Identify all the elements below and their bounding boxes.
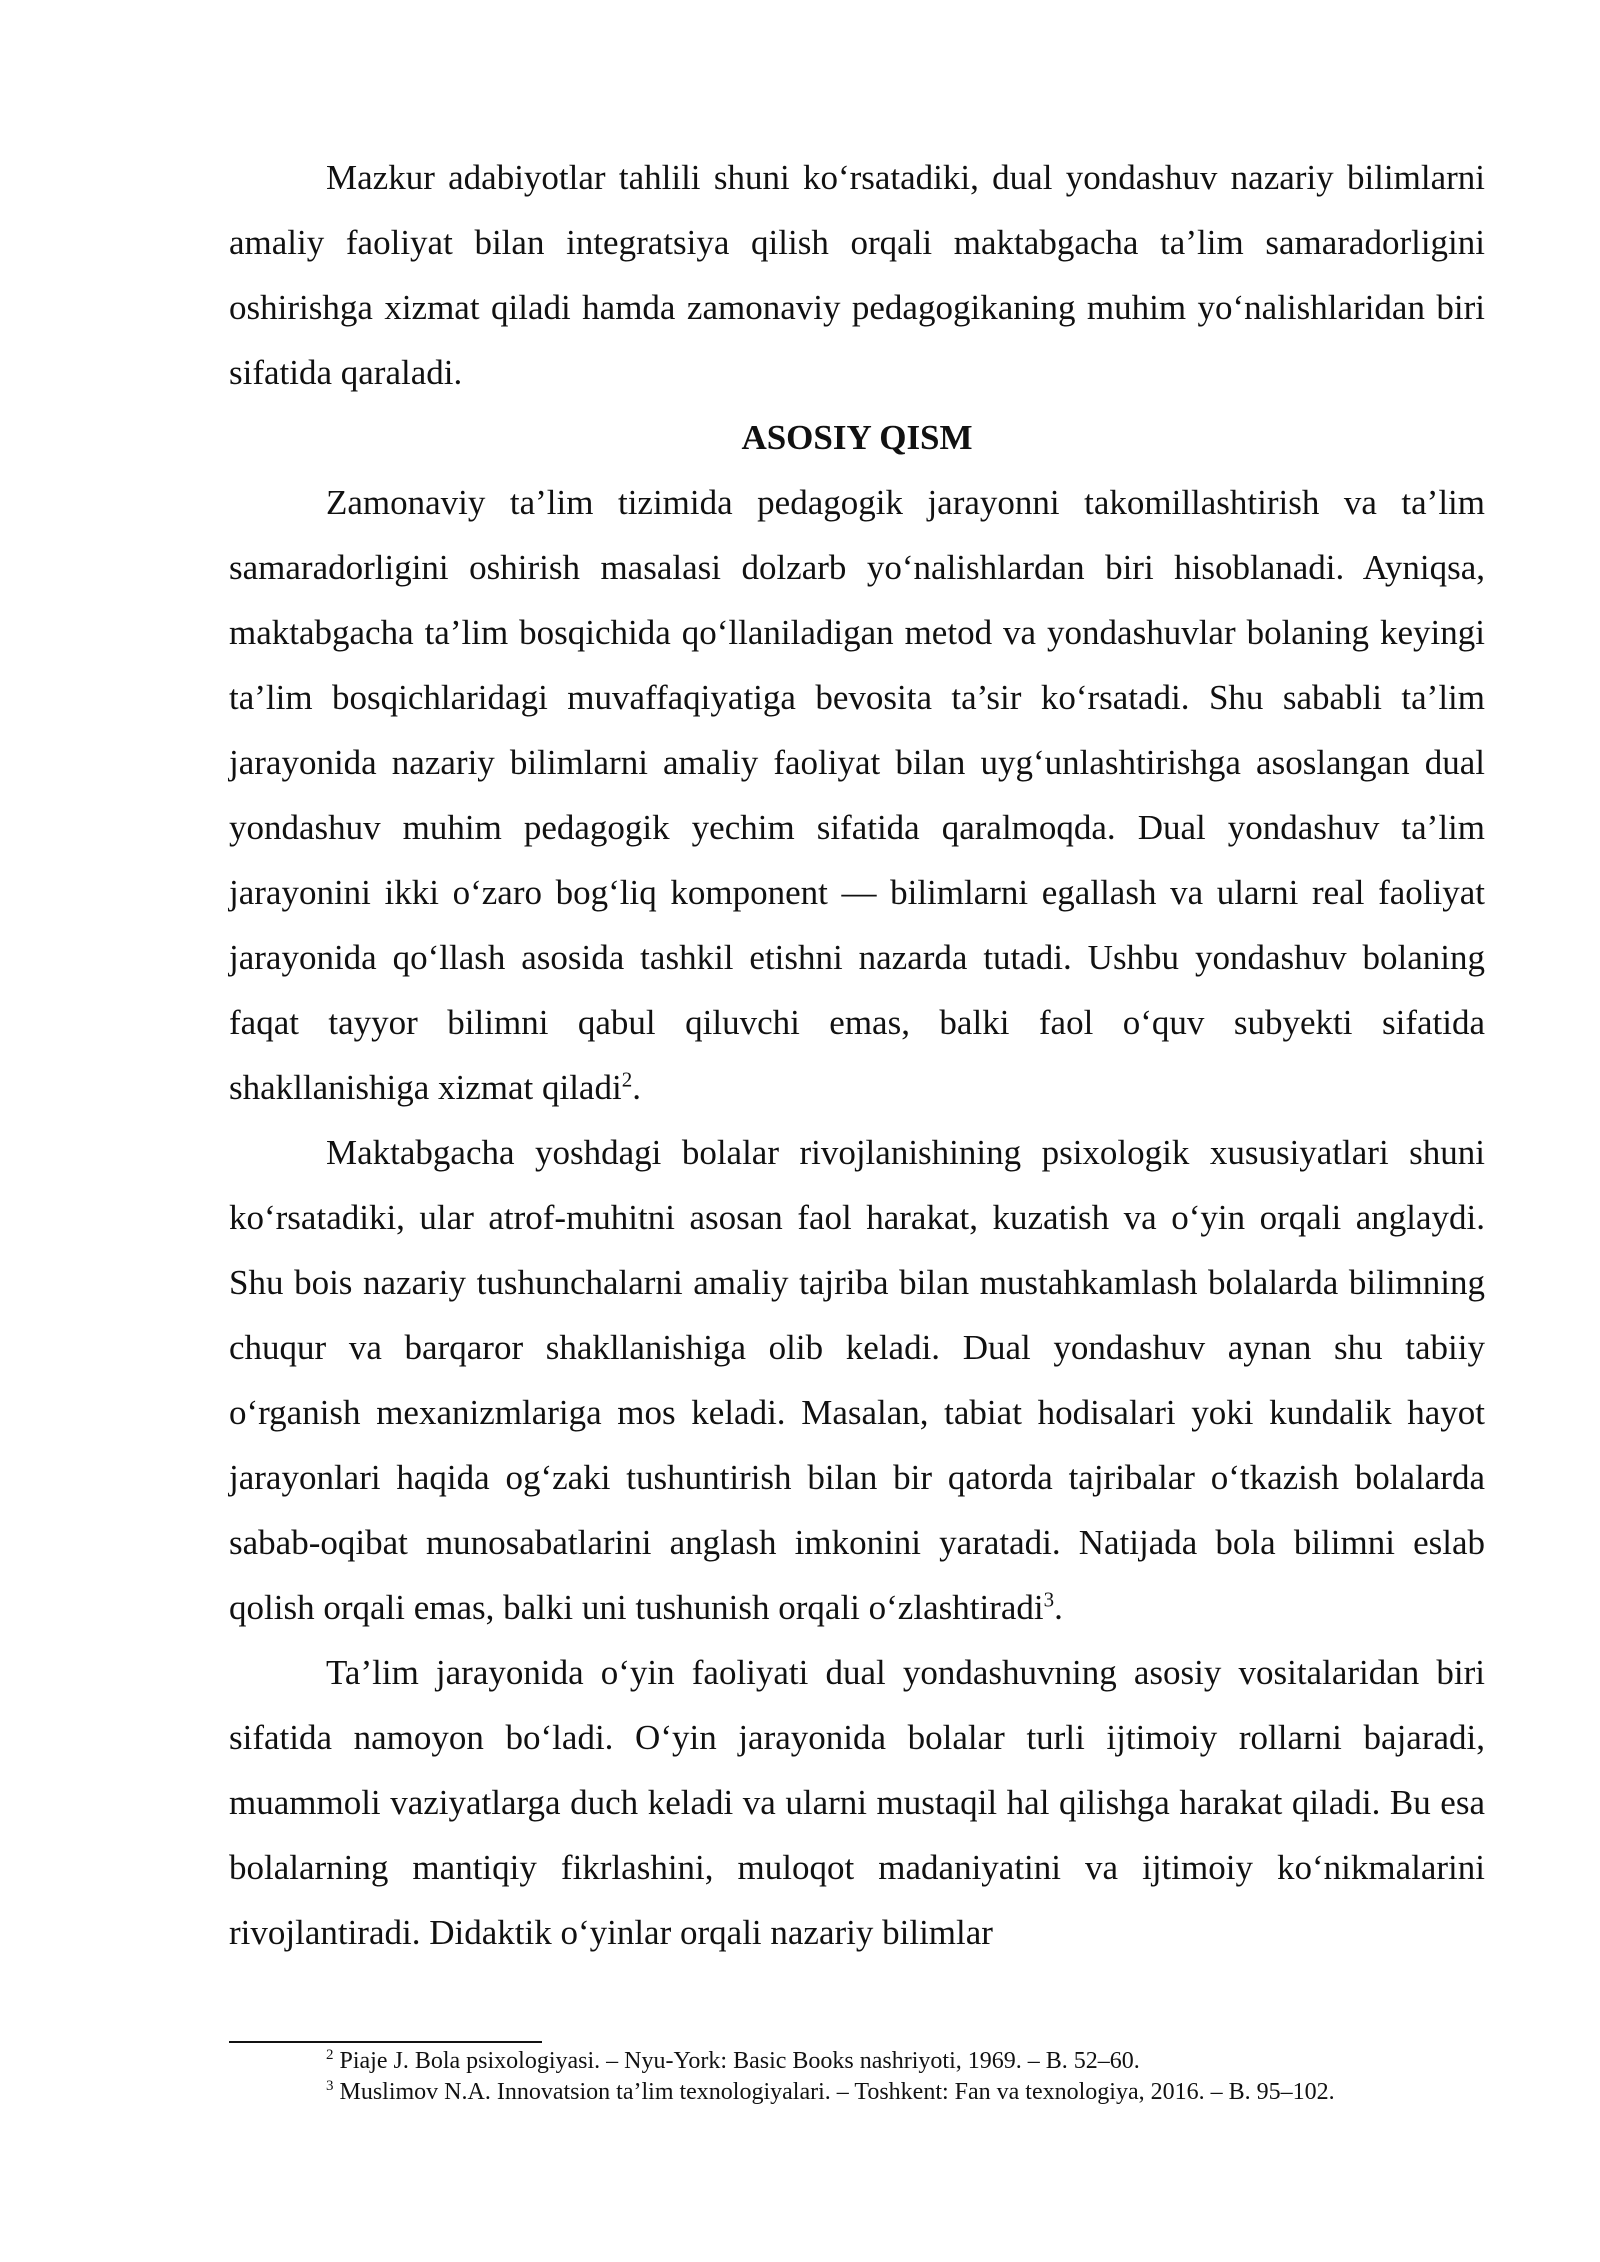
footnote-text: Muslimov N.A. Innovatsion ta’lim texnologiyalari. – Toshkent: Fan va texnologiya, 2016. – B. 95–102. — [333, 2079, 1335, 2105]
intro-text: Mazkur adabiyotlar tahlili shuni ko‘rsatadiki, dual yondashuv nazariy bilimlarni amaliy faoliyat bilan integratsiya qilish orqali maktabgacha ta’lim samaradorligini oshirishga xizmat qiladi hamda zamonaviy pedagogikaning muhim yo‘nalishlaridan biri sifatida qaraladi. — [229, 158, 1485, 392]
footnote-number: 2 — [326, 2047, 334, 2063]
footnote-number: 3 — [326, 2078, 334, 2094]
body-paragraph-2 — [229, 1120, 1485, 1640]
paragraph-2-text: Maktabgacha yoshdagi bolalar rivojlanishining psixologik xususiyatlari shuni ko‘rsatadiki, ular atrof-muhitni asosan faol harakat, kuzatish va o‘yin orqali anglaydi. Shu bois nazariy tushunchalarni amaliy tajriba bilan mustahkamlash bolalarda bilimning chuqur va barqaror shakllanishiga olib keladi. Dual yondashuv aynan shu tabiiy o‘rganish mexanizmlariga mos keladi. Masalan, tabiat hodisalari yoki kundalik hayot jarayonlari haqida og‘zaki tushuntirish bilan bir qatorda tajribalar o‘tkazish bolalarda sabab-oqibat munosabatlarini anglash imkonini yaratadi. Natijada bola bilimni eslab qolish orqali emas, balki uni tushunish orqali o‘zlashtiradi — [229, 1133, 1485, 1627]
paragraph-3-text: Ta’lim jarayonida o‘yin faoliyati dual yondashuvning asosiy vositalaridan biri sifatida namoyon bo‘ladi. O‘yin jarayonida bolalar turli ijtimoiy rollarni bajaradi, muammoli vaziyatlarga duch keladi va ularni mustaqil hal qilishga harakat qiladi. Bu esa bolalarning mantiqiy fikrlashini, muloqot madaniyatini va ijtimoiy ko‘nikmalarini rivojlantiradi. Didaktik o‘yinlar orqali nazariy bilimlar — [229, 1653, 1485, 1952]
footnote-2 — [229, 2046, 1485, 2077]
footnote-ref-3[interactable]: 3 — [1043, 1587, 1055, 1612]
body-paragraph-1 — [229, 470, 1485, 1120]
paragraph-1-end: . — [632, 1068, 641, 1107]
intro-paragraph — [229, 145, 1485, 405]
body-paragraph-3 — [229, 1640, 1485, 1965]
footnote-ref-2[interactable]: 2 — [621, 1067, 633, 1092]
paragraph-1-text: Zamonaviy ta’lim tizimida pedagogik jarayonni takomillashtirish va ta’lim samaradorligini oshirish masalasi dolzarb yo‘nalishlardan biri hisoblanadi. Ayniqsa, maktabgacha ta’lim bosqichida qo‘llaniladigan metod va yondashuvlar bolaning keyingi ta’lim bosqichlaridagi muvaffaqiyatiga bevosita ta’sir ko‘rsatadi. Shu sababli ta’lim jarayonida nazariy bilimlarni amaliy faoliyat bilan uyg‘unlashtirishga asoslangan dual yondashuv muhim pedagogik yechim sifatida qaralmoqda. Dual yondashuv ta’lim jarayonini ikki o‘zaro bog‘liq komponent — bilimlarni egallash va ularni real faoliyat jarayonida qo‘llash asosida tashkil etishni nazarda tutadi. Ushbu yondashuv bolaning faqat tayyor bilimni qabul qiluvchi emas, balki faol o‘quv subyekti sifatida shakllanishiga xizmat qiladi — [229, 483, 1485, 1107]
footnote-separator — [229, 2041, 542, 2043]
footnotes-section — [229, 2046, 1485, 2108]
document-page — [229, 145, 1485, 1965]
footnote-text: Piaje J. Bola psixologiyasi. – Nyu-York: Basic Books nashriyoti, 1969. – B. 52–60. — [333, 2048, 1140, 2074]
section-heading: ASOSIY QISM — [741, 418, 973, 457]
paragraph-2-end: . — [1054, 1588, 1063, 1627]
footnote-3 — [229, 2077, 1485, 2108]
